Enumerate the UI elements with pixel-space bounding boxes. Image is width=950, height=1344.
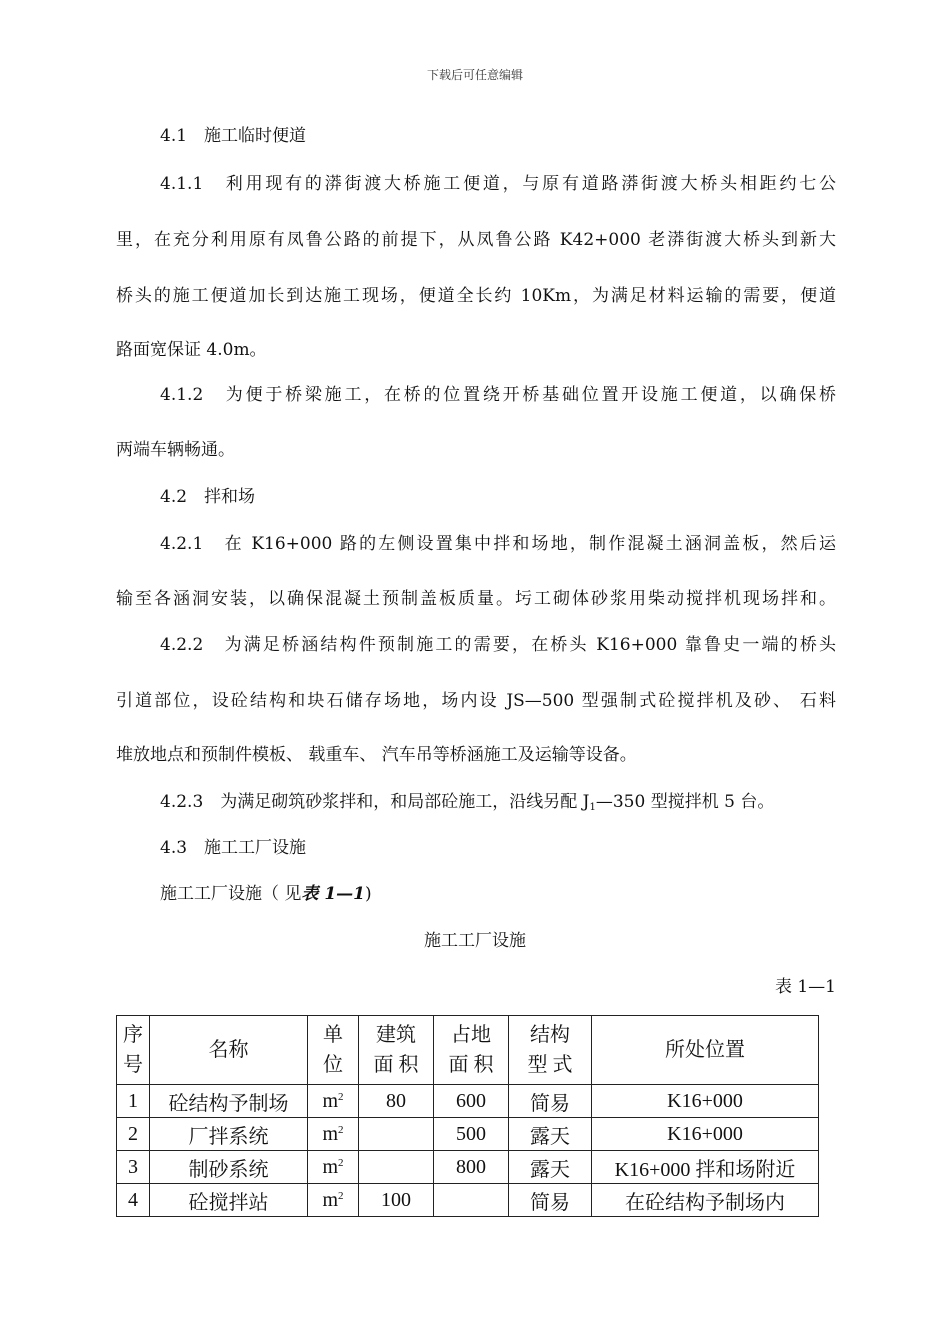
header-built-area: 建筑 面 积 xyxy=(359,1016,434,1085)
paragraph-4-2-1-line-1: 4.2.1 在 K16+000 路的左侧设置集中拌和场地，制作混凝土涵洞盖板，然后运 xyxy=(160,534,836,554)
paragraph-4-2-3-text-end: —350 型搅拌机 5 台。 xyxy=(595,792,775,812)
header-unit: 单 位 xyxy=(308,1016,359,1085)
cell-name: 砼搅拌站 xyxy=(150,1184,308,1217)
cell-location: K16+000 拌和场附近 xyxy=(592,1151,819,1184)
paragraph-4-1-1-line-2: 里，在充分利用原有凤鲁公路的前提下，从凤鲁公路 K42+000 老漭街渡大桥头到新大 xyxy=(116,230,836,250)
cell-structure-type: 简易 xyxy=(509,1184,592,1217)
paragraph-4-2-2-line-1: 4.2.2 为满足桥涵结构件预制施工的需要，在桥头 K16+000 靠鲁史一端的桥头 xyxy=(160,635,836,655)
header-name: 名称 xyxy=(150,1016,308,1085)
cell-occupied-area xyxy=(434,1184,509,1217)
paragraph-4-1-1-line-4: 路面宽保证 4.0m。 xyxy=(116,340,267,360)
cell-unit: $m^2$ xyxy=(308,1184,359,1217)
cell-seq: 4 xyxy=(117,1184,150,1217)
cell-built-area: 100 xyxy=(359,1184,434,1217)
header-location: 所处位置 xyxy=(592,1016,819,1085)
cell-occupied-area: 500 xyxy=(434,1118,509,1151)
page-header: 下载后可任意编辑 xyxy=(426,68,523,82)
table-number: 表 1—1 xyxy=(774,977,836,997)
cell-seq: 1 xyxy=(117,1085,150,1118)
section-heading-4-3: 4.3 施工工厂设施 xyxy=(160,838,307,858)
paragraph-4-2-3-subscript: 1 xyxy=(589,802,596,813)
paragraph-4-1-1-line-3: 桥头的施工便道加长到达施工现场，便道全长约 10Km，为满足材料运输的需要，便道 xyxy=(116,286,836,306)
paragraph-4-2-2-line-2: 引道部位，设砼结构和块石储存场地，场内设 JS—500 型强制式砼搅拌机及砂、 石料 xyxy=(116,691,836,711)
cell-structure-type: 简易 xyxy=(509,1085,592,1118)
cell-name: 砼结构予制场 xyxy=(150,1085,308,1118)
cell-structure-type: 露天 xyxy=(509,1151,592,1184)
table-reference-close: ) xyxy=(364,884,372,904)
table-row xyxy=(117,1184,819,1217)
cell-name: 厂拌系统 xyxy=(150,1118,308,1151)
cell-built-area: 80 xyxy=(359,1085,434,1118)
header-structure-type: 结构 型 式 xyxy=(509,1016,592,1085)
header-occupied-area: 占地 面 积 xyxy=(434,1016,509,1085)
cell-unit: $m^2$ xyxy=(308,1151,359,1184)
paragraph-4-1-2-line-1: 4.1.2 为便于桥梁施工，在桥的位置绕开桥基础位置开设施工便道，以确保桥 xyxy=(160,385,836,405)
paragraph-4-1-2-line-2: 两端车辆畅通。 xyxy=(116,440,235,460)
cell-occupied-area: 600 xyxy=(434,1085,509,1118)
paragraph-4-2-3-text: 4.2.3 为满足砌筑砂浆拌和，和局部砼施工，沿线另配 J xyxy=(160,792,590,812)
cell-unit: $m^2$ xyxy=(308,1085,359,1118)
cell-name: 制砂系统 xyxy=(150,1151,308,1184)
cell-location: K16+000 xyxy=(592,1118,819,1151)
cell-built-area xyxy=(359,1151,434,1184)
cell-location: K16+000 xyxy=(592,1085,819,1118)
paragraph-4-2-1-line-2: 输至各涵洞安装，以确保混凝土预制盖板质量。圬工砌体砂浆用柴动搅拌机现场拌和。 xyxy=(116,589,836,609)
paragraph-4-2-3 xyxy=(160,790,836,814)
cell-built-area xyxy=(359,1118,434,1151)
table-header-row xyxy=(117,1016,819,1085)
cell-unit: $m^2$ xyxy=(308,1118,359,1151)
table-row xyxy=(117,1151,819,1184)
cell-structure-type: 露天 xyxy=(509,1118,592,1151)
cell-seq: 2 xyxy=(117,1118,150,1151)
table-reference-label: 表 1—1 xyxy=(301,884,365,904)
table-row xyxy=(117,1085,819,1118)
facilities-table xyxy=(116,1015,819,1217)
paragraph-4-2-2-line-3: 堆放地点和预制件模板、 载重车、 汽车吊等桥涵施工及运输等设备。 xyxy=(116,745,637,765)
table-reference-text: 施工工厂设施（ 见 xyxy=(160,884,302,904)
cell-seq: 3 xyxy=(117,1151,150,1184)
header-seq: 序 号 xyxy=(117,1016,150,1085)
section-heading-4-2: 4.2 拌和场 xyxy=(160,487,256,507)
table-row xyxy=(117,1118,819,1151)
table-title: 施工工厂设施 xyxy=(424,931,526,951)
cell-occupied-area: 800 xyxy=(434,1151,509,1184)
table-reference xyxy=(160,882,836,906)
cell-location: 在砼结构予制场内 xyxy=(592,1184,819,1217)
section-heading-4-1: 4.1 施工临时便道 xyxy=(160,126,307,146)
paragraph-4-1-1-line-1: 4.1.1 利用现有的漭街渡大桥施工便道，与原有道路漭街渡大桥头相距约七公 xyxy=(160,174,836,194)
